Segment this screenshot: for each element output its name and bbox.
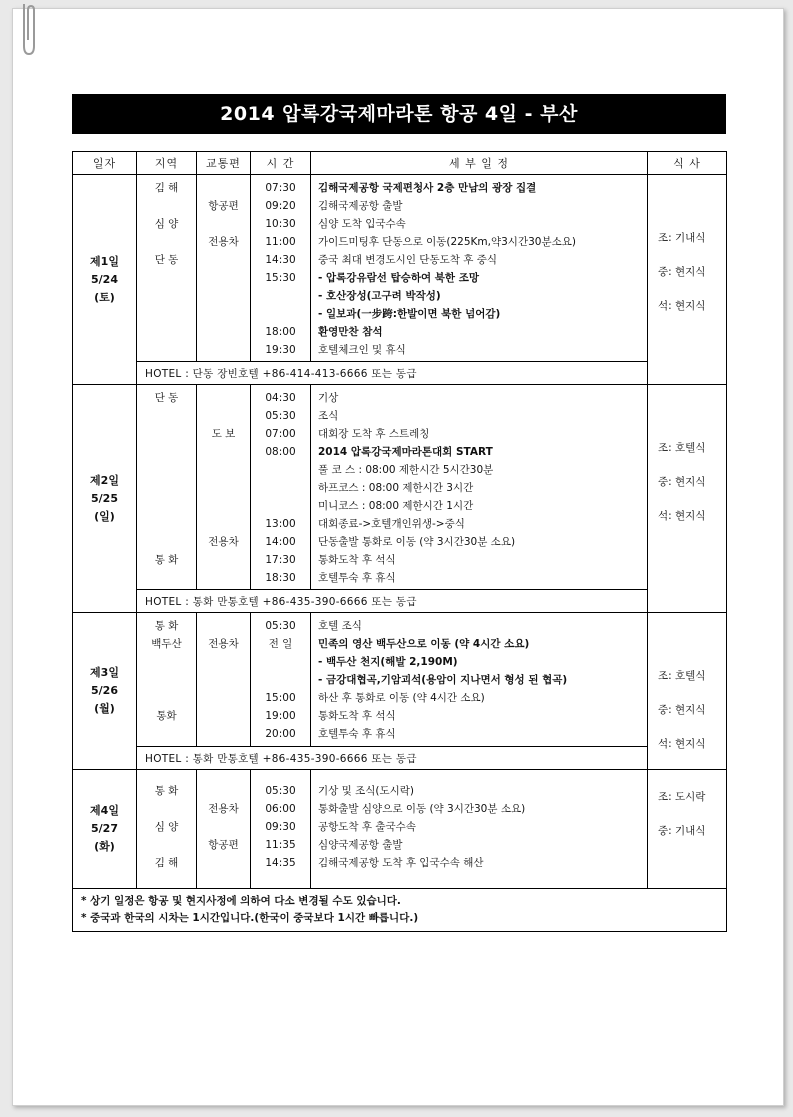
region-line	[137, 800, 196, 818]
meal-item: 조: 호텔식	[658, 670, 706, 682]
region-line: 김 해	[154, 857, 179, 869]
header-schedule: 세 부 일 정	[311, 152, 648, 175]
transport-column	[197, 770, 251, 889]
text-line: 통화출발 심양으로 이동 (약 3시간30분 소요)	[318, 803, 526, 815]
transport-line	[197, 653, 250, 671]
meal-item: 석: 현지식	[658, 300, 706, 312]
text-line: - 일보과(一步跨:한발이면 북한 넘어감)	[318, 308, 501, 320]
transport-line	[197, 251, 250, 269]
text-line: 공항도착 후 출국수속	[318, 821, 416, 833]
schedule-column	[311, 385, 648, 590]
text-line: 하프코스 : 08:00 제한시간 3시간	[318, 482, 474, 494]
text-line: - 백두산 천지(해발 2,190M)	[318, 656, 458, 668]
time-line: 17:30	[265, 554, 296, 566]
day-row-3	[73, 613, 727, 747]
region-line	[137, 497, 196, 515]
time-line: 19:30	[265, 344, 296, 356]
time-line	[251, 479, 310, 497]
region-line	[137, 479, 196, 497]
transport-line	[197, 617, 250, 635]
region-line	[137, 671, 196, 689]
notes-cell	[73, 889, 727, 932]
transport-line	[197, 818, 250, 836]
time-column	[251, 770, 311, 889]
region-line	[137, 269, 196, 287]
header-date: 일자	[73, 152, 137, 175]
day-date: 5/25	[91, 491, 118, 505]
meal-item: 조: 기내식	[658, 232, 706, 244]
schedule-column	[311, 175, 648, 362]
text-line: - 금강대협곡,기암괴석(용암이 지나면서 형성 된 협곡)	[318, 674, 568, 686]
transport-line	[197, 341, 250, 359]
transport-line	[197, 854, 250, 872]
time-line: 14:35	[265, 857, 296, 869]
region-column	[137, 385, 197, 590]
day-day: 제2일	[90, 473, 119, 487]
text-line: 호텔투숙 후 휴식	[318, 572, 396, 584]
region-line	[137, 443, 196, 461]
region-line	[137, 653, 196, 671]
region-line	[137, 515, 196, 533]
region-column	[137, 770, 197, 889]
time-line	[251, 653, 310, 671]
text-line: 김해국제공항 출발	[318, 200, 403, 212]
header-meals: 식 사	[648, 152, 727, 175]
time-line: 11:35	[265, 839, 296, 851]
text-line: 심양국제공항 출발	[318, 839, 403, 851]
day-day: 제4일	[90, 804, 119, 817]
region-line	[137, 461, 196, 479]
time-line: 18:30	[265, 572, 296, 584]
transport-line	[197, 725, 250, 743]
transport-line	[197, 269, 250, 287]
time-line: 20:00	[265, 728, 296, 740]
text-line: 대회종료->호텔개인위생->중식	[318, 518, 465, 530]
transport-line	[197, 569, 250, 587]
table-header-row	[73, 152, 727, 175]
meal-item: 조: 도시락	[658, 791, 706, 803]
day-cell	[73, 770, 137, 889]
region-line	[137, 233, 196, 251]
transport-line: 항공편	[208, 200, 239, 212]
region-line	[137, 689, 196, 707]
region-line: 통 화	[154, 620, 179, 632]
header-transport: 교통편	[197, 152, 251, 175]
text-line: 풀 코 스 : 08:00 제한시간 5시간30분	[318, 464, 494, 476]
transport-line	[197, 461, 250, 479]
page-title: 2014 압록강국제마라톤 항공 4일 - 부산	[72, 94, 726, 134]
text-line: 민족의 영산 백두산으로 이동 (약 4시간 소요)	[318, 638, 530, 650]
schedule-column	[311, 770, 648, 889]
text-line: 김해국제공항 도착 후 입국수속 해산	[318, 857, 484, 869]
transport-column	[197, 385, 251, 590]
region-line	[137, 425, 196, 443]
day-date: 5/24	[91, 272, 118, 286]
meal-cell	[648, 770, 727, 889]
time-line: 13:00	[265, 518, 296, 530]
transport-line	[197, 497, 250, 515]
day-row-2	[73, 385, 727, 590]
text-line: 환영만찬 참석	[318, 326, 383, 338]
time-line: 14:00	[265, 536, 296, 548]
time-line	[251, 305, 310, 323]
meal-item: 조: 호텔식	[658, 442, 706, 454]
time-line: 08:00	[265, 446, 296, 458]
transport-line	[197, 671, 250, 689]
transport-line: 도 보	[211, 428, 236, 440]
day-day: 제3일	[90, 666, 119, 679]
transport-line	[197, 407, 250, 425]
time-line: 15:00	[265, 692, 296, 704]
note-line: * 상기 일정은 항공 및 현지사정에 의하여 다소 변경될 수도 있습니다.	[81, 895, 401, 907]
text-line: 하산 후 통화로 이동 (약 4시간 소요)	[318, 692, 485, 704]
time-line	[251, 287, 310, 305]
text-line: - 호산장성(고구려 박작성)	[318, 290, 441, 302]
region-line: 김 해	[154, 182, 179, 194]
hotel-row	[73, 590, 727, 613]
region-line: 통화	[156, 710, 177, 722]
time-line: 19:00	[265, 710, 296, 722]
text-line: 호텔 조식	[318, 620, 362, 632]
region-column	[137, 613, 197, 747]
transport-line: 항공편	[208, 839, 239, 851]
region-line: 단 동	[154, 392, 179, 404]
region-line	[137, 569, 196, 587]
day-cell	[73, 613, 137, 770]
time-line	[251, 497, 310, 515]
text-line: 기상 및 조식(도시락)	[318, 785, 415, 797]
day-dow: (토)	[94, 290, 115, 304]
note-line: * 중국과 한국의 시차는 1시간입니다.(한국이 중국보다 1시간 빠릅니다.)	[81, 912, 419, 924]
meal-item: 중: 기내식	[658, 825, 706, 837]
region-line	[137, 725, 196, 743]
region-line	[137, 407, 196, 425]
day-row-4	[73, 770, 727, 889]
region-column	[137, 175, 197, 362]
time-line: 05:30	[265, 620, 296, 632]
transport-line	[197, 305, 250, 323]
hotel-cell: HOTEL : 통화 만통호텔 +86-435-390-6666 또는 동급	[137, 747, 648, 770]
transport-line	[197, 707, 250, 725]
time-line	[251, 461, 310, 479]
day-row-1	[73, 175, 727, 362]
text-line: 호텔투숙 후 휴식	[318, 728, 396, 740]
time-line: 07:00	[265, 428, 296, 440]
time-line: 10:30	[265, 218, 296, 230]
transport-line: 전용차	[208, 536, 239, 548]
time-line	[251, 671, 310, 689]
region-line: 백두산	[151, 638, 182, 650]
meal-item: 석: 현지식	[658, 510, 706, 522]
paperclip-icon	[18, 0, 38, 60]
day-dow: (화)	[94, 840, 115, 853]
header-time: 시 간	[251, 152, 311, 175]
day-date: 5/27	[91, 822, 118, 835]
region-line: 통 화	[154, 785, 179, 797]
time-column	[251, 175, 311, 362]
time-column	[251, 385, 311, 590]
day-day: 제1일	[90, 254, 119, 268]
day-date: 5/26	[91, 684, 118, 697]
time-line: 04:30	[265, 392, 296, 404]
time-line: 05:30	[265, 410, 296, 422]
time-line: 07:30	[265, 182, 296, 194]
region-line: 심 양	[154, 821, 179, 833]
text-line: 조식	[318, 410, 339, 422]
time-column	[251, 613, 311, 747]
region-line	[137, 197, 196, 215]
time-line: 09:20	[265, 200, 296, 212]
transport-line	[197, 389, 250, 407]
schedule-column	[311, 613, 648, 747]
time-line: 전 일	[268, 638, 293, 650]
transport-line: 전용차	[208, 803, 239, 815]
text-line: 기상	[318, 392, 339, 404]
region-line	[137, 323, 196, 341]
transport-line: 전용차	[208, 638, 239, 650]
meal-item: 석: 현지식	[658, 738, 706, 750]
transport-line	[197, 782, 250, 800]
day-cell	[73, 385, 137, 613]
region-line: 단 동	[154, 254, 179, 266]
text-line: 미니코스 : 08:00 제한시간 1시간	[318, 500, 474, 512]
transport-line	[197, 215, 250, 233]
region-line	[137, 533, 196, 551]
hotel-cell: HOTEL : 통화 만통호텔 +86-435-390-6666 또는 동급	[137, 590, 648, 613]
transport-column	[197, 175, 251, 362]
time-line: 05:30	[265, 785, 296, 797]
day-dow: (일)	[94, 509, 115, 523]
region-line	[137, 287, 196, 305]
region-line	[137, 341, 196, 359]
header-region: 지역	[137, 152, 197, 175]
transport-line	[197, 515, 250, 533]
region-line: 통 화	[154, 554, 179, 566]
region-line	[137, 305, 196, 323]
transport-line	[197, 443, 250, 461]
transport-line	[197, 287, 250, 305]
text-line: 통화도착 후 석식	[318, 554, 396, 566]
time-line: 18:00	[265, 326, 296, 338]
time-line: 15:30	[265, 272, 296, 284]
hotel-cell: HOTEL : 단동 장빈호텔 +86-414-413-6666 또는 동급	[137, 362, 648, 385]
text-line: 중국 최대 변경도시인 단동도착 후 중식	[318, 254, 497, 266]
transport-column	[197, 613, 251, 747]
text-line: 김해국제공항 국제편청사 2층 만남의 광장 집결	[318, 182, 537, 194]
time-line: 14:30	[265, 254, 296, 266]
meal-cell	[648, 385, 727, 613]
text-line: 2014 압록강국제마라톤대회 START	[318, 446, 493, 458]
itinerary-table	[72, 151, 727, 932]
transport-line	[197, 179, 250, 197]
transport-line	[197, 551, 250, 569]
text-line: 심양 도착 입국수속	[318, 218, 406, 230]
transport-line	[197, 323, 250, 341]
meal-cell	[648, 613, 727, 770]
text-line: 대회장 도착 후 스트레칭	[318, 428, 430, 440]
notes-row	[73, 889, 727, 932]
time-line: 06:00	[265, 803, 296, 815]
transport-line: 전용차	[208, 236, 239, 248]
text-line: 통화도착 후 석식	[318, 710, 396, 722]
time-line: 09:30	[265, 821, 296, 833]
day-dow: (월)	[94, 702, 115, 715]
meal-cell	[648, 175, 727, 385]
hotel-row	[73, 747, 727, 770]
region-line	[137, 836, 196, 854]
time-line: 11:00	[265, 236, 296, 248]
day-cell	[73, 175, 137, 385]
transport-line	[197, 689, 250, 707]
text-line: 가이드미팅후 단동으로 이동(225Km,약3시간30분소요)	[318, 236, 576, 248]
region-line: 심 양	[154, 218, 179, 230]
meal-item: 중: 현지식	[658, 476, 706, 488]
transport-line	[197, 479, 250, 497]
text-line: 단동출발 통화로 이동 (약 3시간30분 소요)	[318, 536, 516, 548]
text-line: 호텔체크인 및 휴식	[318, 344, 406, 356]
text-line: - 압록강유람선 탑승하여 북한 조망	[318, 272, 479, 284]
meal-item: 중: 현지식	[658, 266, 706, 278]
meal-item: 중: 현지식	[658, 704, 706, 716]
hotel-row	[73, 362, 727, 385]
